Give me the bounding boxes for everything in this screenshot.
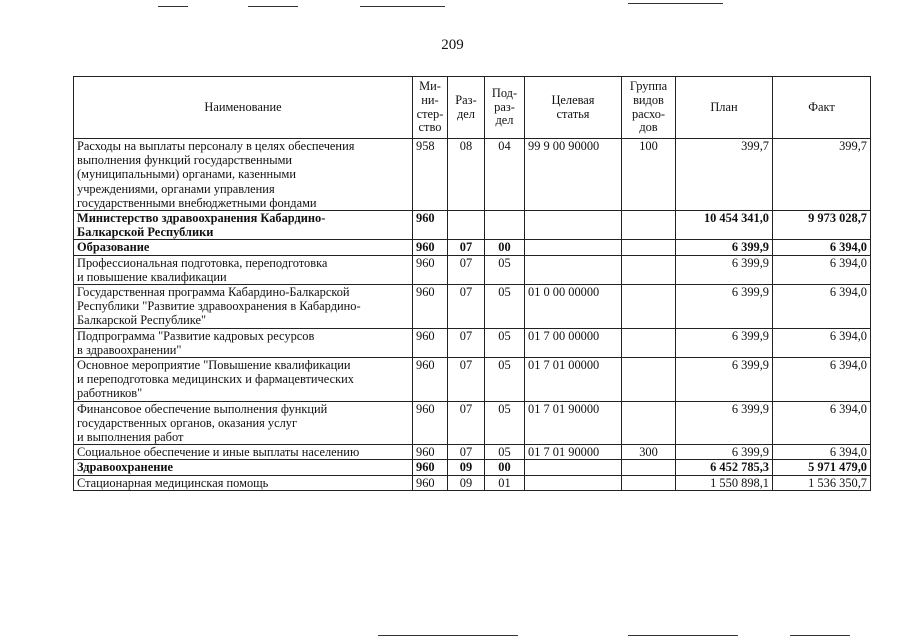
cell-plan: 6 399,9	[676, 358, 773, 402]
cell-target-article	[525, 240, 622, 255]
scan-mark	[790, 635, 850, 636]
cell-plan: 399,7	[676, 139, 773, 211]
table-row	[74, 445, 871, 460]
header-row	[74, 77, 871, 139]
scan-mark	[628, 3, 723, 4]
cell-fact: 6 394,0	[773, 358, 871, 402]
cell-fact: 6 394,0	[773, 328, 871, 357]
cell-expense-group: 100	[622, 139, 676, 211]
cell-subsection: 01	[485, 475, 525, 490]
cell-name: Государственная программа Кабардино-Балкарской Республики "Развитие здравоохранения в Кабардино- Балкарской Республике"	[74, 285, 413, 329]
cell-section: 08	[448, 139, 485, 211]
cell-section: 07	[448, 401, 485, 445]
header-subsection: Под- раз- дел	[485, 77, 525, 139]
cell-section: 07	[448, 328, 485, 357]
cell-target-article: 01 7 01 90000	[525, 401, 622, 445]
cell-plan: 6 399,9	[676, 255, 773, 284]
cell-section: 07	[448, 358, 485, 402]
cell-target-article: 01 7 01 00000	[525, 358, 622, 402]
cell-subsection: 05	[485, 285, 525, 329]
cell-ministry: 960	[413, 445, 448, 460]
cell-name: Профессиональная подготовка, переподготовка и повышение квалификации	[74, 255, 413, 284]
cell-target-article: 01 0 00 00000	[525, 285, 622, 329]
cell-name: Министерство здравоохранения Кабардино- Балкарской Республики	[74, 211, 413, 240]
cell-ministry: 960	[413, 328, 448, 357]
cell-ministry: 960	[413, 211, 448, 240]
table-row	[74, 139, 871, 211]
cell-target-article: 01 7 00 00000	[525, 328, 622, 357]
cell-ministry: 960	[413, 240, 448, 255]
cell-plan: 1 550 898,1	[676, 475, 773, 490]
cell-subsection: 05	[485, 328, 525, 357]
scan-mark	[158, 6, 188, 7]
header-plan: План	[676, 77, 773, 139]
cell-name: Здравоохранение	[74, 460, 413, 475]
scan-mark	[360, 6, 445, 7]
table-row	[74, 255, 871, 284]
cell-name: Образование	[74, 240, 413, 255]
cell-subsection: 05	[485, 255, 525, 284]
cell-plan: 6 399,9	[676, 445, 773, 460]
cell-subsection: 05	[485, 445, 525, 460]
cell-name: Основное мероприятие "Повышение квалификации и переподготовка медицинских и фармацевтических работников"	[74, 358, 413, 402]
cell-section: 07	[448, 255, 485, 284]
cell-target-article	[525, 255, 622, 284]
cell-section: 09	[448, 460, 485, 475]
cell-name: Стационарная медицинская помощь	[74, 475, 413, 490]
cell-subsection: 00	[485, 240, 525, 255]
cell-ministry: 960	[413, 358, 448, 402]
cell-name: Расходы на выплаты персоналу в целях обеспечения выполнения функций государственными (муниципальными) органами, казенными учреждениями, органами управления государственными внебюджетными фондами	[74, 139, 413, 211]
table-row	[74, 358, 871, 402]
cell-section	[448, 211, 485, 240]
scan-mark	[248, 6, 298, 7]
cell-expense-group	[622, 211, 676, 240]
cell-expense-group	[622, 401, 676, 445]
cell-target-article: 01 7 01 90000	[525, 445, 622, 460]
table-row	[74, 211, 871, 240]
cell-target-article: 99 9 00 90000	[525, 139, 622, 211]
cell-section: 07	[448, 445, 485, 460]
table-row	[74, 475, 871, 490]
cell-plan: 6 399,9	[676, 285, 773, 329]
cell-subsection: 05	[485, 401, 525, 445]
cell-plan: 6 452 785,3	[676, 460, 773, 475]
table-row	[74, 401, 871, 445]
table-row	[74, 240, 871, 255]
table-row	[74, 285, 871, 329]
cell-expense-group	[622, 475, 676, 490]
cell-expense-group	[622, 240, 676, 255]
cell-ministry: 960	[413, 285, 448, 329]
cell-fact: 399,7	[773, 139, 871, 211]
scan-mark	[378, 635, 518, 636]
cell-section: 07	[448, 240, 485, 255]
cell-plan: 6 399,9	[676, 240, 773, 255]
cell-target-article	[525, 211, 622, 240]
cell-ministry: 958	[413, 139, 448, 211]
cell-fact: 5 971 479,0	[773, 460, 871, 475]
cell-name: Подпрограмма "Развитие кадровых ресурсов в здравоохранении"	[74, 328, 413, 357]
cell-ministry: 960	[413, 460, 448, 475]
cell-name: Социальное обеспечение и иные выплаты населению	[74, 445, 413, 460]
cell-expense-group	[622, 328, 676, 357]
cell-fact: 1 536 350,7	[773, 475, 871, 490]
cell-fact: 9 973 028,7	[773, 211, 871, 240]
cell-fact: 6 394,0	[773, 285, 871, 329]
cell-expense-group: 300	[622, 445, 676, 460]
cell-fact: 6 394,0	[773, 445, 871, 460]
cell-target-article	[525, 460, 622, 475]
cell-ministry: 960	[413, 475, 448, 490]
cell-fact: 6 394,0	[773, 401, 871, 445]
header-expense-group: Группа видов расхо- дов	[622, 77, 676, 139]
cell-fact: 6 394,0	[773, 240, 871, 255]
scan-mark	[628, 635, 738, 636]
header-target-article: Целевая статья	[525, 77, 622, 139]
header-section: Раз- дел	[448, 77, 485, 139]
table-row	[74, 328, 871, 357]
cell-expense-group	[622, 460, 676, 475]
cell-expense-group	[622, 255, 676, 284]
cell-fact: 6 394,0	[773, 255, 871, 284]
cell-subsection: 00	[485, 460, 525, 475]
cell-plan: 6 399,9	[676, 401, 773, 445]
cell-plan: 10 454 341,0	[676, 211, 773, 240]
cell-expense-group	[622, 285, 676, 329]
header-name: Наименование	[74, 77, 413, 139]
cell-section: 07	[448, 285, 485, 329]
page-number: 209	[441, 37, 464, 53]
cell-plan: 6 399,9	[676, 328, 773, 357]
cell-expense-group	[622, 358, 676, 402]
cell-ministry: 960	[413, 255, 448, 284]
cell-name: Финансовое обеспечение выполнения функций государственных органов, оказания услуг и выполнения работ	[74, 401, 413, 445]
budget-table	[73, 76, 871, 491]
cell-subsection: 05	[485, 358, 525, 402]
header-fact: Факт	[773, 77, 871, 139]
cell-subsection	[485, 211, 525, 240]
table-row	[74, 460, 871, 475]
cell-section: 09	[448, 475, 485, 490]
cell-subsection: 04	[485, 139, 525, 211]
cell-ministry: 960	[413, 401, 448, 445]
cell-target-article	[525, 475, 622, 490]
header-ministry: Ми- ни- стер- ство	[413, 77, 448, 139]
